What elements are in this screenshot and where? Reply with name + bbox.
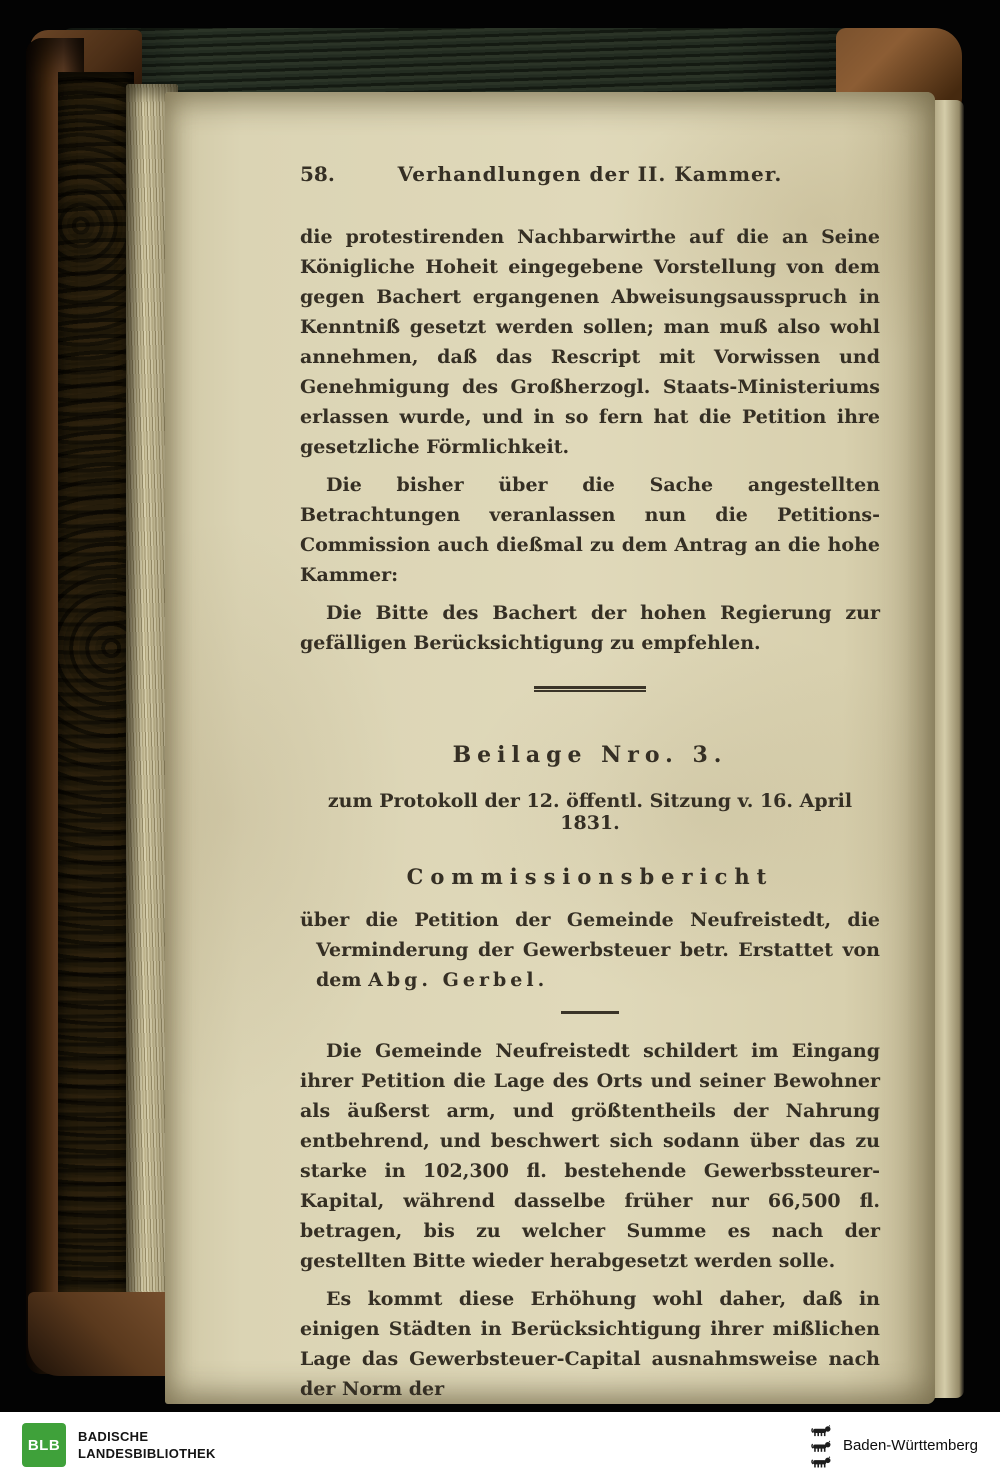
paragraph: Die Gemeinde Neufreistedt schildert im Eingang ihrer Petition die Lage des Orts und seiner Bewohner als äußerst arm, und größtentheils der Nahrung entbehrend, und beschwert sich sodann über das zu starke in 102,300 fl. bestehende Gewerbssteurer-Kapital, während dasselbe früher nur 66,500 fl. betragen, bis zu welcher Summe es nach der gestellten Bitte wieder herabgesetzt werden solle. [300,1040,880,1272]
paragraph: Die bisher über die Sache angestellten Betrachtungen veranlassen nun die Petitions-Commission auch dießmal zu dem Antrag an die hohe Kammer: [300,474,880,586]
running-head: Verhandlungen der II. Kammer. [397,162,783,186]
report-subtitle-text: über die Petition der Gemeinde Neufreistedt, die Verminderung der Gewerbsteuer betr. Erstattet von dem [300,909,880,991]
section-divider [561,1011,619,1014]
page-text-column [300,162,880,1412]
paragraph: Es kommt diese Erhöhung wohl daher, daß in einigen Städten in Berücksichtigung ihrer mißlichen Lage das Gewerbsteuer-Capital ausnahmsweise nach der Norm der [300,1288,880,1400]
library-branding [22,1423,216,1467]
page-number: 58. [300,162,335,186]
beilage-subtitle: zum Protokoll der 12. öffentl. Sitzung v. 16. April 1831. [327,790,853,834]
book-page [165,92,935,1404]
paragraph: Die Bitte des Bachert der hohen Regierung zur gefälligen Berücksichtigung zu empfehlen. [300,602,880,654]
marbled-cover [58,72,134,1352]
blb-logo [22,1423,66,1467]
library-footer [0,1412,1000,1478]
book-cover-corner-bottom-left [28,1292,180,1376]
state-branding [810,1422,978,1468]
library-name [78,1428,216,1462]
page-header [300,162,880,186]
section-divider-double [534,686,646,692]
beilage-title: Beilage Nro. 3. [452,742,728,768]
report-subtitle [300,905,880,995]
library-name-line1: BADISCHE [78,1429,149,1444]
state-name: Baden-Württemberg [842,1436,978,1454]
facing-page-sliver [932,100,964,1398]
library-name-line2: LANDESBIBLIOTHEK [78,1446,216,1461]
blb-logo-text: BLB [27,1436,61,1454]
paragraph: die protestirenden Nachbarwirthe auf die an Seine Königliche Hoheit eingegebene Vorstellung von dem gegen Bachert ergangenen Abweisungsausspruch in Kenntniß gesetzt werden sollen; man muß also wohl annehmen, daß das Rescript mit Vorwissen und Genehmigung des Großherzogl. Staats-Ministeriums erlassen wurde, und in so fern hat die Petition ihre gesetzliche Förmlichkeit. [300,226,880,458]
baden-wuerttemberg-coat-of-arms-icon [810,1422,833,1468]
report-title: Commissionsbericht [406,864,774,889]
report-author: Abg. Gerbel. [368,969,549,991]
book-top-page-edges [62,28,890,100]
